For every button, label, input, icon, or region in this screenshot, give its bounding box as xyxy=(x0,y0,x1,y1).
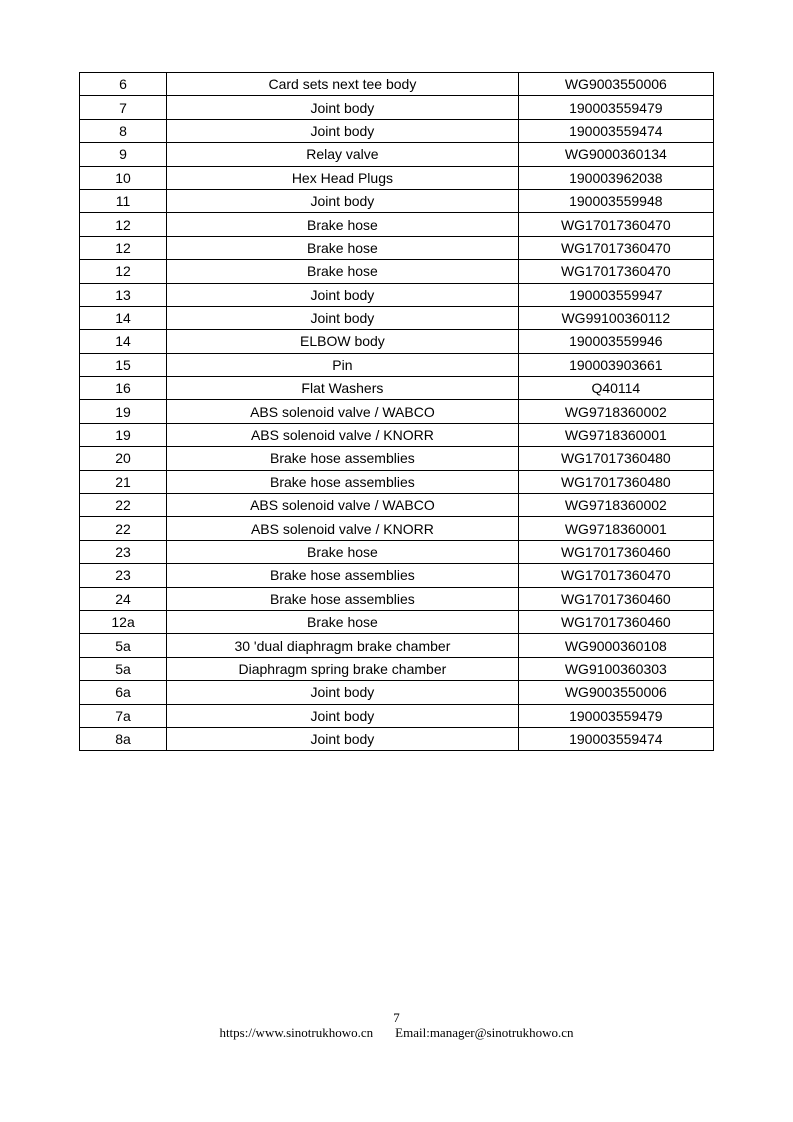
part-number-cell: WG9100360303 xyxy=(518,657,713,680)
table-row xyxy=(80,657,714,680)
item-number-cell: 24 xyxy=(80,587,167,610)
table-row xyxy=(80,494,714,517)
item-number-cell: 14 xyxy=(80,306,167,329)
part-number-cell: WG17017360470 xyxy=(518,260,713,283)
part-name-cell: Brake hose assemblies xyxy=(167,470,519,493)
table-row xyxy=(80,517,714,540)
part-number-cell: WG17017360460 xyxy=(518,610,713,633)
item-number-cell: 10 xyxy=(80,166,167,189)
table-row xyxy=(80,681,714,704)
page-footer xyxy=(0,1010,793,1040)
part-number-cell: WG9718360002 xyxy=(518,400,713,423)
footer-contact xyxy=(0,1025,793,1040)
part-name-cell: ABS solenoid valve / WABCO xyxy=(167,400,519,423)
table-row xyxy=(80,470,714,493)
item-number-cell: 22 xyxy=(80,494,167,517)
part-name-cell: ABS solenoid valve / KNORR xyxy=(167,423,519,446)
part-number-cell: 190003559474 xyxy=(518,119,713,142)
item-number-cell: 15 xyxy=(80,353,167,376)
item-number-cell: 20 xyxy=(80,447,167,470)
item-number-cell: 6 xyxy=(80,73,167,96)
table-row xyxy=(80,564,714,587)
table-row xyxy=(80,330,714,353)
item-number-cell: 12 xyxy=(80,260,167,283)
part-name-cell: Flat Washers xyxy=(167,377,519,400)
parts-table-body xyxy=(80,73,714,751)
table-row xyxy=(80,610,714,633)
part-name-cell: Brake hose assemblies xyxy=(167,587,519,610)
item-number-cell: 7a xyxy=(80,704,167,727)
part-number-cell: 190003962038 xyxy=(518,166,713,189)
table-row xyxy=(80,213,714,236)
item-number-cell: 7 xyxy=(80,96,167,119)
part-name-cell: Joint body xyxy=(167,119,519,142)
part-name-cell: Brake hose xyxy=(167,260,519,283)
item-number-cell: 5a xyxy=(80,634,167,657)
part-name-cell: Card sets next tee body xyxy=(167,73,519,96)
part-name-cell: Joint body xyxy=(167,306,519,329)
part-name-cell: Pin xyxy=(167,353,519,376)
part-number-cell: WG17017360470 xyxy=(518,236,713,259)
part-number-cell: WG9718360001 xyxy=(518,423,713,446)
part-name-cell: Brake hose xyxy=(167,236,519,259)
part-name-cell: Hex Head Plugs xyxy=(167,166,519,189)
part-number-cell: WG9003550006 xyxy=(518,681,713,704)
table-row xyxy=(80,166,714,189)
part-number-cell: 190003559479 xyxy=(518,96,713,119)
part-number-cell: WG9000360108 xyxy=(518,634,713,657)
table-row xyxy=(80,587,714,610)
part-number-cell: WG17017360460 xyxy=(518,540,713,563)
part-number-cell: WG17017360460 xyxy=(518,587,713,610)
part-number-cell: WG9003550006 xyxy=(518,73,713,96)
part-name-cell: Joint body xyxy=(167,189,519,212)
table-row xyxy=(80,189,714,212)
footer-website-link[interactable]: https://www.sinotrukhowo.cn xyxy=(219,1025,374,1040)
table-row xyxy=(80,727,714,750)
table-row xyxy=(80,540,714,563)
table-row xyxy=(80,704,714,727)
table-row xyxy=(80,423,714,446)
table-row xyxy=(80,96,714,119)
item-number-cell: 12 xyxy=(80,236,167,259)
part-number-cell: WG9718360001 xyxy=(518,517,713,540)
table-row xyxy=(80,119,714,142)
table-row xyxy=(80,260,714,283)
part-name-cell: Brake hose assemblies xyxy=(167,564,519,587)
part-name-cell: Brake hose assemblies xyxy=(167,447,519,470)
table-row xyxy=(80,353,714,376)
item-number-cell: 9 xyxy=(80,143,167,166)
part-name-cell: ABS solenoid valve / WABCO xyxy=(167,494,519,517)
item-number-cell: 19 xyxy=(80,400,167,423)
part-number-cell: WG9718360002 xyxy=(518,494,713,517)
part-name-cell: Joint body xyxy=(167,96,519,119)
part-name-cell: ELBOW body xyxy=(167,330,519,353)
item-number-cell: 5a xyxy=(80,657,167,680)
part-number-cell: WG17017360480 xyxy=(518,447,713,470)
part-number-cell: WG17017360480 xyxy=(518,470,713,493)
part-name-cell: 30 'dual diaphragm brake chamber xyxy=(167,634,519,657)
part-number-cell: 190003559946 xyxy=(518,330,713,353)
parts-table xyxy=(79,72,714,751)
part-name-cell: Joint body xyxy=(167,283,519,306)
item-number-cell: 8 xyxy=(80,119,167,142)
item-number-cell: 11 xyxy=(80,189,167,212)
item-number-cell: 12 xyxy=(80,213,167,236)
part-number-cell: 190003559474 xyxy=(518,727,713,750)
part-name-cell: Joint body xyxy=(167,727,519,750)
item-number-cell: 6a xyxy=(80,681,167,704)
table-row xyxy=(80,73,714,96)
part-name-cell: Brake hose xyxy=(167,610,519,633)
page-number: 7 xyxy=(393,1010,400,1025)
table-row xyxy=(80,306,714,329)
table-row xyxy=(80,143,714,166)
item-number-cell: 23 xyxy=(80,540,167,563)
item-number-cell: 14 xyxy=(80,330,167,353)
part-name-cell: Relay valve xyxy=(167,143,519,166)
table-row xyxy=(80,236,714,259)
table-row xyxy=(80,400,714,423)
item-number-cell: 21 xyxy=(80,470,167,493)
table-row xyxy=(80,634,714,657)
part-name-cell: Joint body xyxy=(167,681,519,704)
table-row xyxy=(80,283,714,306)
part-name-cell: Joint body xyxy=(167,704,519,727)
part-number-cell: WG9000360134 xyxy=(518,143,713,166)
table-row xyxy=(80,377,714,400)
part-number-cell: WG99100360112 xyxy=(518,306,713,329)
part-number-cell: 190003559948 xyxy=(518,189,713,212)
part-name-cell: Brake hose xyxy=(167,213,519,236)
part-name-cell: Brake hose xyxy=(167,540,519,563)
item-number-cell: 19 xyxy=(80,423,167,446)
item-number-cell: 12a xyxy=(80,610,167,633)
item-number-cell: 22 xyxy=(80,517,167,540)
footer-email-link[interactable]: Email:manager@sinotrukhowo.cn xyxy=(395,1025,574,1040)
item-number-cell: 13 xyxy=(80,283,167,306)
part-number-cell: 190003559947 xyxy=(518,283,713,306)
item-number-cell: 8a xyxy=(80,727,167,750)
item-number-cell: 16 xyxy=(80,377,167,400)
part-number-cell: Q40114 xyxy=(518,377,713,400)
part-number-cell: 190003559479 xyxy=(518,704,713,727)
part-name-cell: Diaphragm spring brake chamber xyxy=(167,657,519,680)
part-number-cell: 190003903661 xyxy=(518,353,713,376)
table-row xyxy=(80,447,714,470)
part-number-cell: WG17017360470 xyxy=(518,564,713,587)
part-number-cell: WG17017360470 xyxy=(518,213,713,236)
item-number-cell: 23 xyxy=(80,564,167,587)
part-name-cell: ABS solenoid valve / KNORR xyxy=(167,517,519,540)
